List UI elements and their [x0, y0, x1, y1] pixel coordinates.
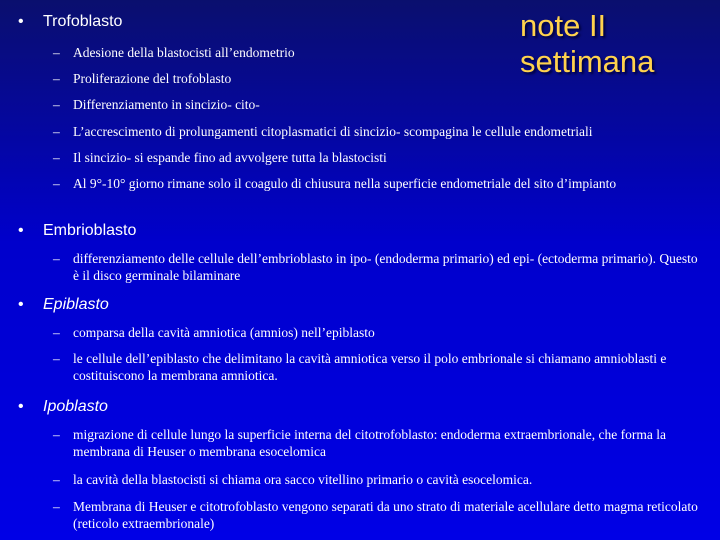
list-item: – Membrana di Heuser e citotrofoblasto vengono separati da uno strato di materiale acellulare detto magma reticolato (reticolo extraembrionale) [53, 499, 698, 531]
list-item: – Adesione della blastocisti all’endometrio [53, 45, 295, 60]
list-item: – le cellule dell’epiblasto che delimitano la cavità amniotica verso il polo embrionale si chiamano amnioblasti e costituiscono la membrana amniotica. [53, 351, 667, 383]
dash-icon: – [53, 427, 60, 442]
list-item: – differenziamento delle cellule dell’embrioblasto in ipo- (endoderma primario) ed epi- (ectoderma primario). Questo è il disco germinale bilaminare [53, 251, 698, 283]
list-item: – migrazione di cellule lungo la superficie interna del citotrofoblasto: endoderma extraembrionale, che forma la membrana di Heuser o membrana esocelomica [53, 427, 667, 459]
dash-icon: – [53, 251, 60, 266]
bullet-icon: • [18, 398, 24, 415]
dash-icon: – [53, 71, 60, 86]
dash-icon: – [53, 472, 60, 487]
list-item: – Differenziamento in sincizio- cito- [53, 97, 260, 112]
list-item: – Al 9°-10° giorno rimane solo il coagulo di chiusura nella superficie endometriale del sito d’impianto [53, 176, 617, 191]
dash-icon: – [53, 45, 60, 60]
list-item: – L’accrescimento di prolungamenti citoplasmatici di sincizio- scompagina le cellule endometriali [53, 124, 593, 139]
list-item: – la cavità della blastocisti si chiama ora sacco vitellino primario o cavità esocelomica. [53, 472, 533, 487]
dash-icon: – [53, 124, 60, 139]
bullet-icon: • [18, 296, 24, 313]
list-item: – comparsa della cavità amniotica (amnios) nell’epiblasto [53, 325, 375, 340]
dash-icon: – [53, 351, 60, 366]
dash-icon: – [53, 176, 60, 191]
list-item: – Il sincizio- si espande fino ad avvolgere tutta la blastocisti [53, 150, 387, 165]
list-item: – Proliferazione del trofoblasto [53, 71, 232, 86]
bullet-icon: • [18, 13, 24, 30]
slide-title: note II settimana [520, 8, 655, 79]
bullet-icon: • [18, 222, 24, 239]
dash-icon: – [53, 97, 60, 112]
dash-icon: – [53, 150, 60, 165]
dash-icon: – [53, 499, 60, 514]
dash-icon: – [53, 325, 60, 340]
